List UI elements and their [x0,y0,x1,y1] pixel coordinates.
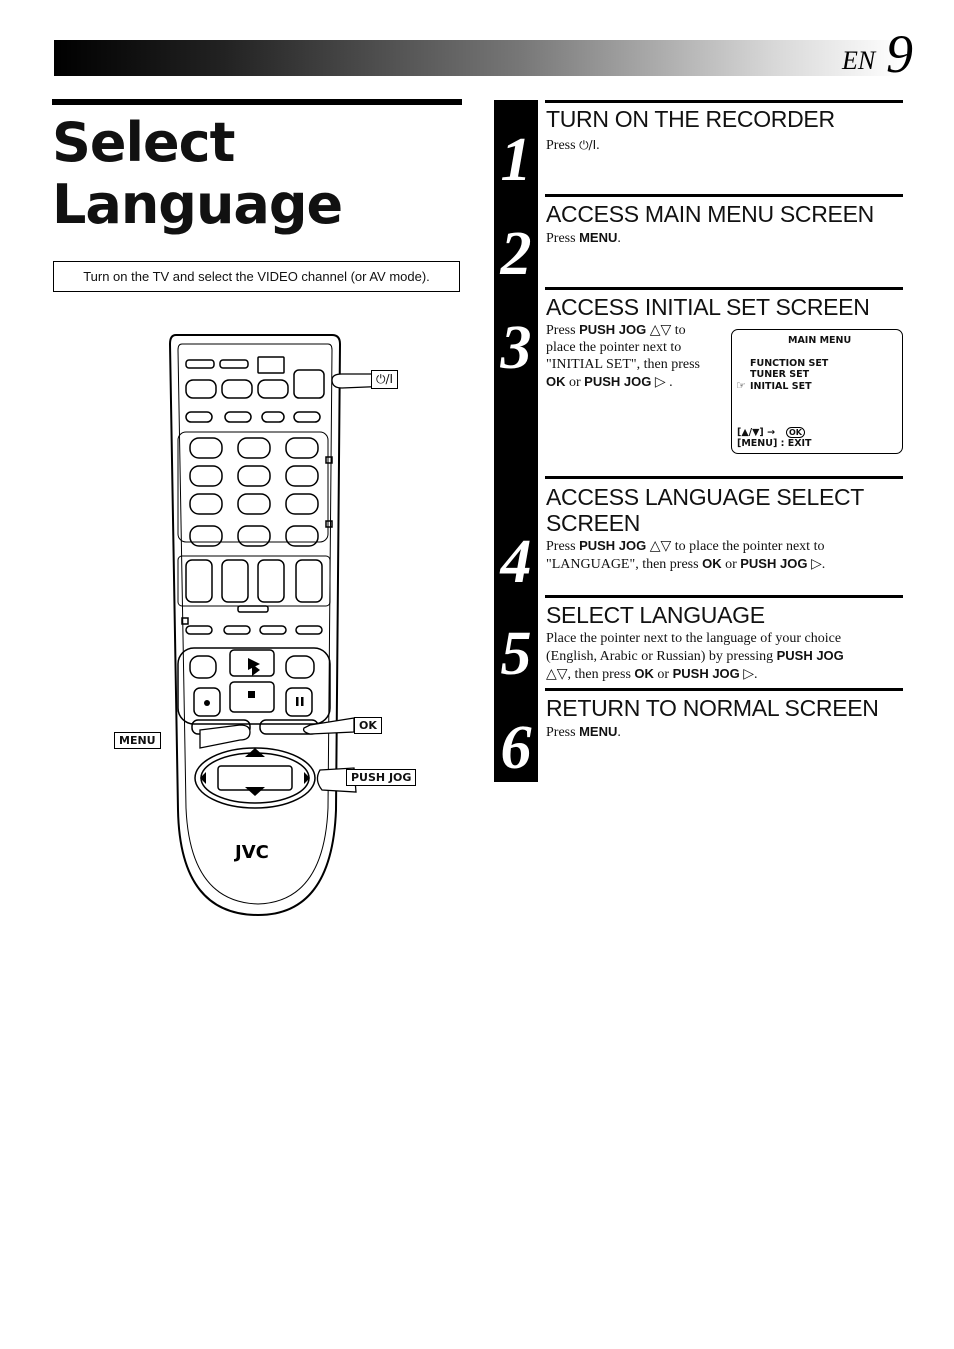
osd-title: MAIN MENU [788,335,852,346]
remote-brand-logo: JVC [235,842,269,863]
title-rule [52,99,462,105]
step-heading-6: RETURN TO NORMAL SCREEN [546,695,879,721]
push-jog-callout: PUSH JOG [346,769,416,786]
step-rule-6 [545,688,903,691]
main-menu-osd [731,329,903,454]
step-text-3: Press PUSH JOG △▽ to place the pointer next to "INITIAL SET", then press OK or PUSH JOG ▷ . [546,322,700,390]
osd-exit: [MENU] : EXIT [737,438,812,449]
step-number-5: 5 [500,620,532,688]
step-rule-4 [545,476,903,479]
note-box: Turn on the TV and select the VIDEO channel (or AV mode). [53,261,460,292]
step-number-3: 3 [500,314,532,382]
step-rule-5 [545,595,903,598]
step-text-5: Place the pointer next to the language of your choice (English, Arabic or Russian) by pressing PUSH JOG △▽, then press OK or PUSH JOG ▷. [546,631,844,682]
ok-callout: OK [354,717,382,734]
step-number-2: 2 [500,220,532,288]
step-rule-1 [545,100,903,103]
step-text-1: Press ⏻/I. [546,138,600,153]
step-heading-2: ACCESS MAIN MENU SCREEN [546,201,874,227]
step-heading-5: SELECT LANGUAGE [546,602,765,628]
step-rule-3 [545,287,903,290]
osd-item-tuner-set: TUNER SET [750,369,810,380]
osd-item-initial-set: INITIAL SET [750,381,812,392]
step-text-4: Press PUSH JOG △▽ to place the pointer next to "LANGUAGE", then press OK or PUSH JOG ▷. [546,538,826,572]
menu-callout: MENU [114,732,161,749]
step-rule-2 [545,194,903,197]
step-number-4: 4 [500,528,532,596]
page-number: 9 [886,24,913,84]
step-heading-4: ACCESS LANGUAGE SELECT SCREEN [546,484,865,536]
step-heading-1: TURN ON THE RECORDER [546,106,835,132]
step-text-6: Press MENU. [546,724,621,740]
step-number-6: 6 [500,714,532,782]
header-bar [54,40,902,76]
step-text-2: Press MENU. [546,230,621,246]
step-heading-3: ACCESS INITIAL SET SCREEN [546,294,870,320]
title-line-1: Select [52,111,235,174]
osd-nav: [▲/▼] → [737,427,776,438]
power-symbol: ⏻/I [579,138,597,152]
remote-control-illustration [110,330,440,930]
page-title [52,112,342,236]
step-number-1: 1 [500,126,532,194]
osd-item-function-set: FUNCTION SET [750,358,829,369]
pointer-hand-icon: ☞ [736,379,746,392]
title-line-2: Language [52,173,343,236]
page-language: EN [842,46,876,75]
ok-icon: OK [786,427,805,438]
power-callout: ⏻/I [371,370,398,389]
